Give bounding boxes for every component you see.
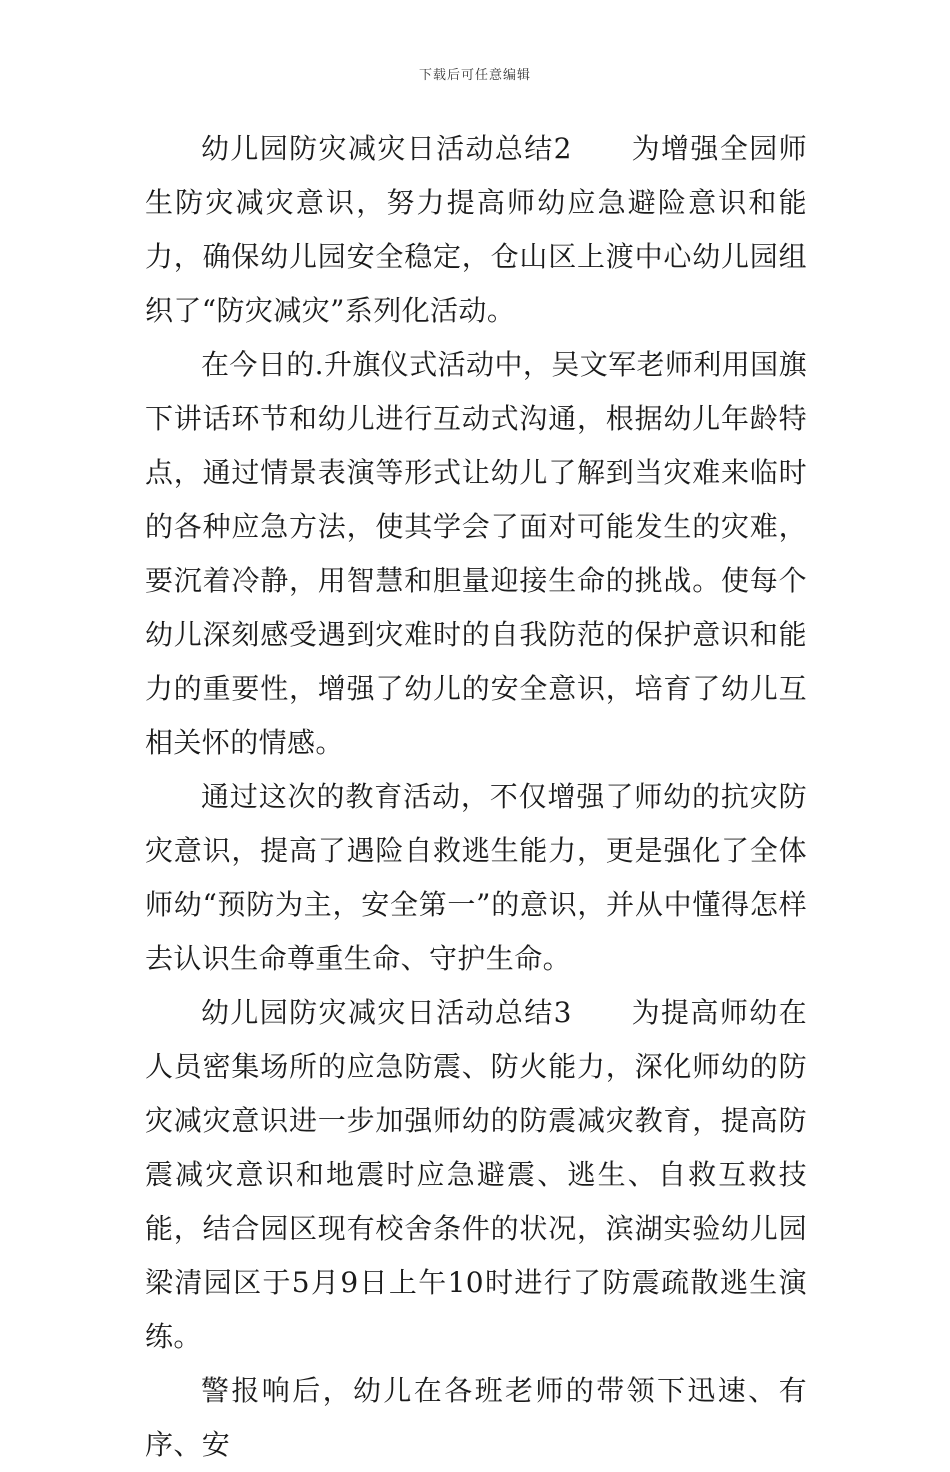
page-header: 下载后可任意编辑 [418,68,531,83]
paragraph-1: 幼儿园防灾减灾日活动总结2 为增强全园师生防灾减灾意识，努力提高师幼应急避险意识和能力，确保幼儿园安全稳定，仓山区上渡中心幼儿园组织了“防灾减灾”系列化活动。 [145,132,807,327]
paragraph-4: 幼儿园防灾减灾日活动总结3 为提高师幼在人员密集场所的应急防震、防火能力，深化师幼的防灾减灾意识进一步加强师幼的防震减灾教育，提高防震减灾意识和地震时应急避震、逃生、自救互救技能，结合园区现有校舍条件的状况，滨湖实验幼儿园梁清园区于5月9日上午10时进行了防震疏散逃生演练。 [145,996,807,1353]
document-body [145,122,807,1472]
paragraph-5: 警报响后，幼儿在各班老师的带领下迅速、有序、安 [145,1374,807,1461]
paragraph-3: 通过这次的教育活动，不仅增强了师幼的抗灾防灾意识，提高了遇险自救逃生能力，更是强化了全体师幼“预防为主，安全第一”的意识，并从中懂得怎样去认识生命尊重生命、守护生命。 [145,780,807,975]
paragraph-2: 在今日的.升旗仪式活动中，吴文军老师利用国旗下讲话环节和幼儿进行互动式沟通，根据幼儿年龄特点，通过情景表演等形式让幼儿了解到当灾难来临时的各种应急方法，使其学会了面对可能发生的灾难，要沉着冷静，用智慧和胆量迎接生命的挑战。使每个幼儿深刻感受遇到灾难时的自我防范的保护意识和能力的重要性，增强了幼儿的安全意识，培育了幼儿互相关怀的情感。 [145,348,807,759]
